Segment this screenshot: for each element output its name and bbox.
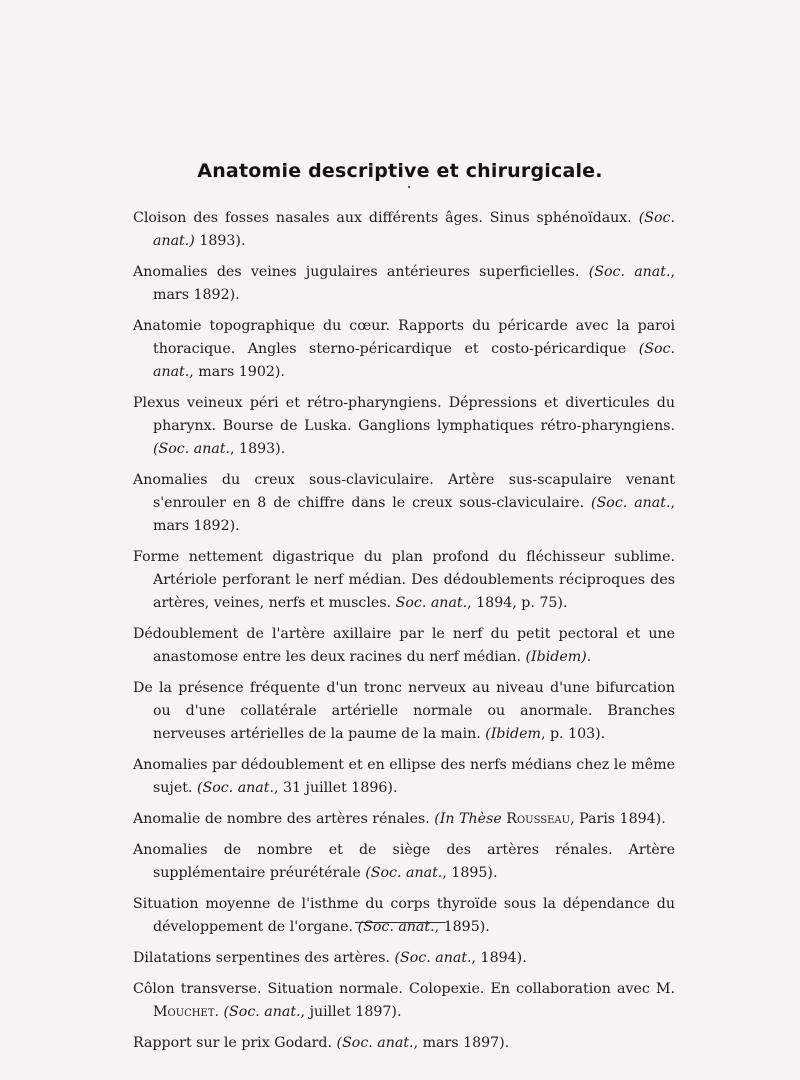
list-item: Anomalies de nombre et de siège des artères rénales. Artère supplémentaire préurétérale (Soc. anat., 1895).	[133, 842, 675, 881]
list-item: Dilatations serpentines des artères. (Soc. anat., 1894).	[133, 950, 527, 966]
publication-list	[133, 207, 675, 1063]
closing-rule	[355, 922, 445, 923]
list-item: Cloison des fosses nasales aux différents âges. Sinus sphénoïdaux. (Soc. anat.) 1893).	[133, 210, 675, 249]
list-item: Anomalies par dédoublement et en ellipse des nerfs médians chez le même sujet. (Soc. anat., 31 juillet 1896).	[133, 757, 675, 796]
list-item: Forme nettement digastrique du plan profond du fléchisseur sublime. Artériole perforant le nerf médian. Des dédoublements réciproques des artères, veines, nerfs et muscles. Soc. anat., 1894, p. 75).	[133, 549, 675, 611]
list-item: Plexus veineux péri et rétro-pharyngiens. Dépressions et diverticules du pharynx. Bourse de Luska. Ganglions lymphatiques rétro-pharyngiens. (Soc. anat., 1893).	[133, 395, 675, 457]
list-item: Anomalies du creux sous-claviculaire. Artère sus-scapulaire venant s'enrouler en 8 de chiffre dans le creux sous-claviculaire. (Soc. anat., mars 1892).	[133, 472, 675, 534]
page-title: Anatomie descriptive et chirurgicale.	[197, 160, 603, 182]
list-item: Anatomie topographique du cœur. Rapports du péricarde avec la paroi thoracique. Angles sterno-péricardique et costo-péricardique (Soc. anat., mars 1902).	[133, 318, 675, 380]
list-item: Anomalie de nombre des artères rénales. (In Thèse Rousseau, Paris 1894).	[133, 811, 666, 827]
list-item: De la présence fréquente d'un tronc nerveux au niveau d'une bifurcation ou d'une collatérale artérielle normale ou anormale. Branches nerveuses artérielles de la paume de la main. (Ibidem, p. 103).	[133, 680, 675, 742]
ink-dot	[408, 186, 410, 188]
list-item: Rapport sur le prix Godard. (Soc. anat., mars 1897).	[133, 1035, 510, 1051]
list-item: Dédoublement de l'artère axillaire par le nerf du petit pectoral et une anastomose entre les deux racines du nerf médian. (Ibidem).	[133, 626, 675, 665]
list-item: Situation moyenne de l'isthme du corps thyroïde sous la dépendance du développement de l'organe. (Soc. anat., 1895).	[133, 896, 675, 935]
list-item: Anomalies des veines jugulaires antérieures superficielles. (Soc. anat., mars 1892).	[133, 264, 675, 303]
list-item: Côlon transverse. Situation normale. Colopexie. En collaboration avec M. Mouchet. (Soc. anat., juillet 1897).	[133, 981, 675, 1020]
